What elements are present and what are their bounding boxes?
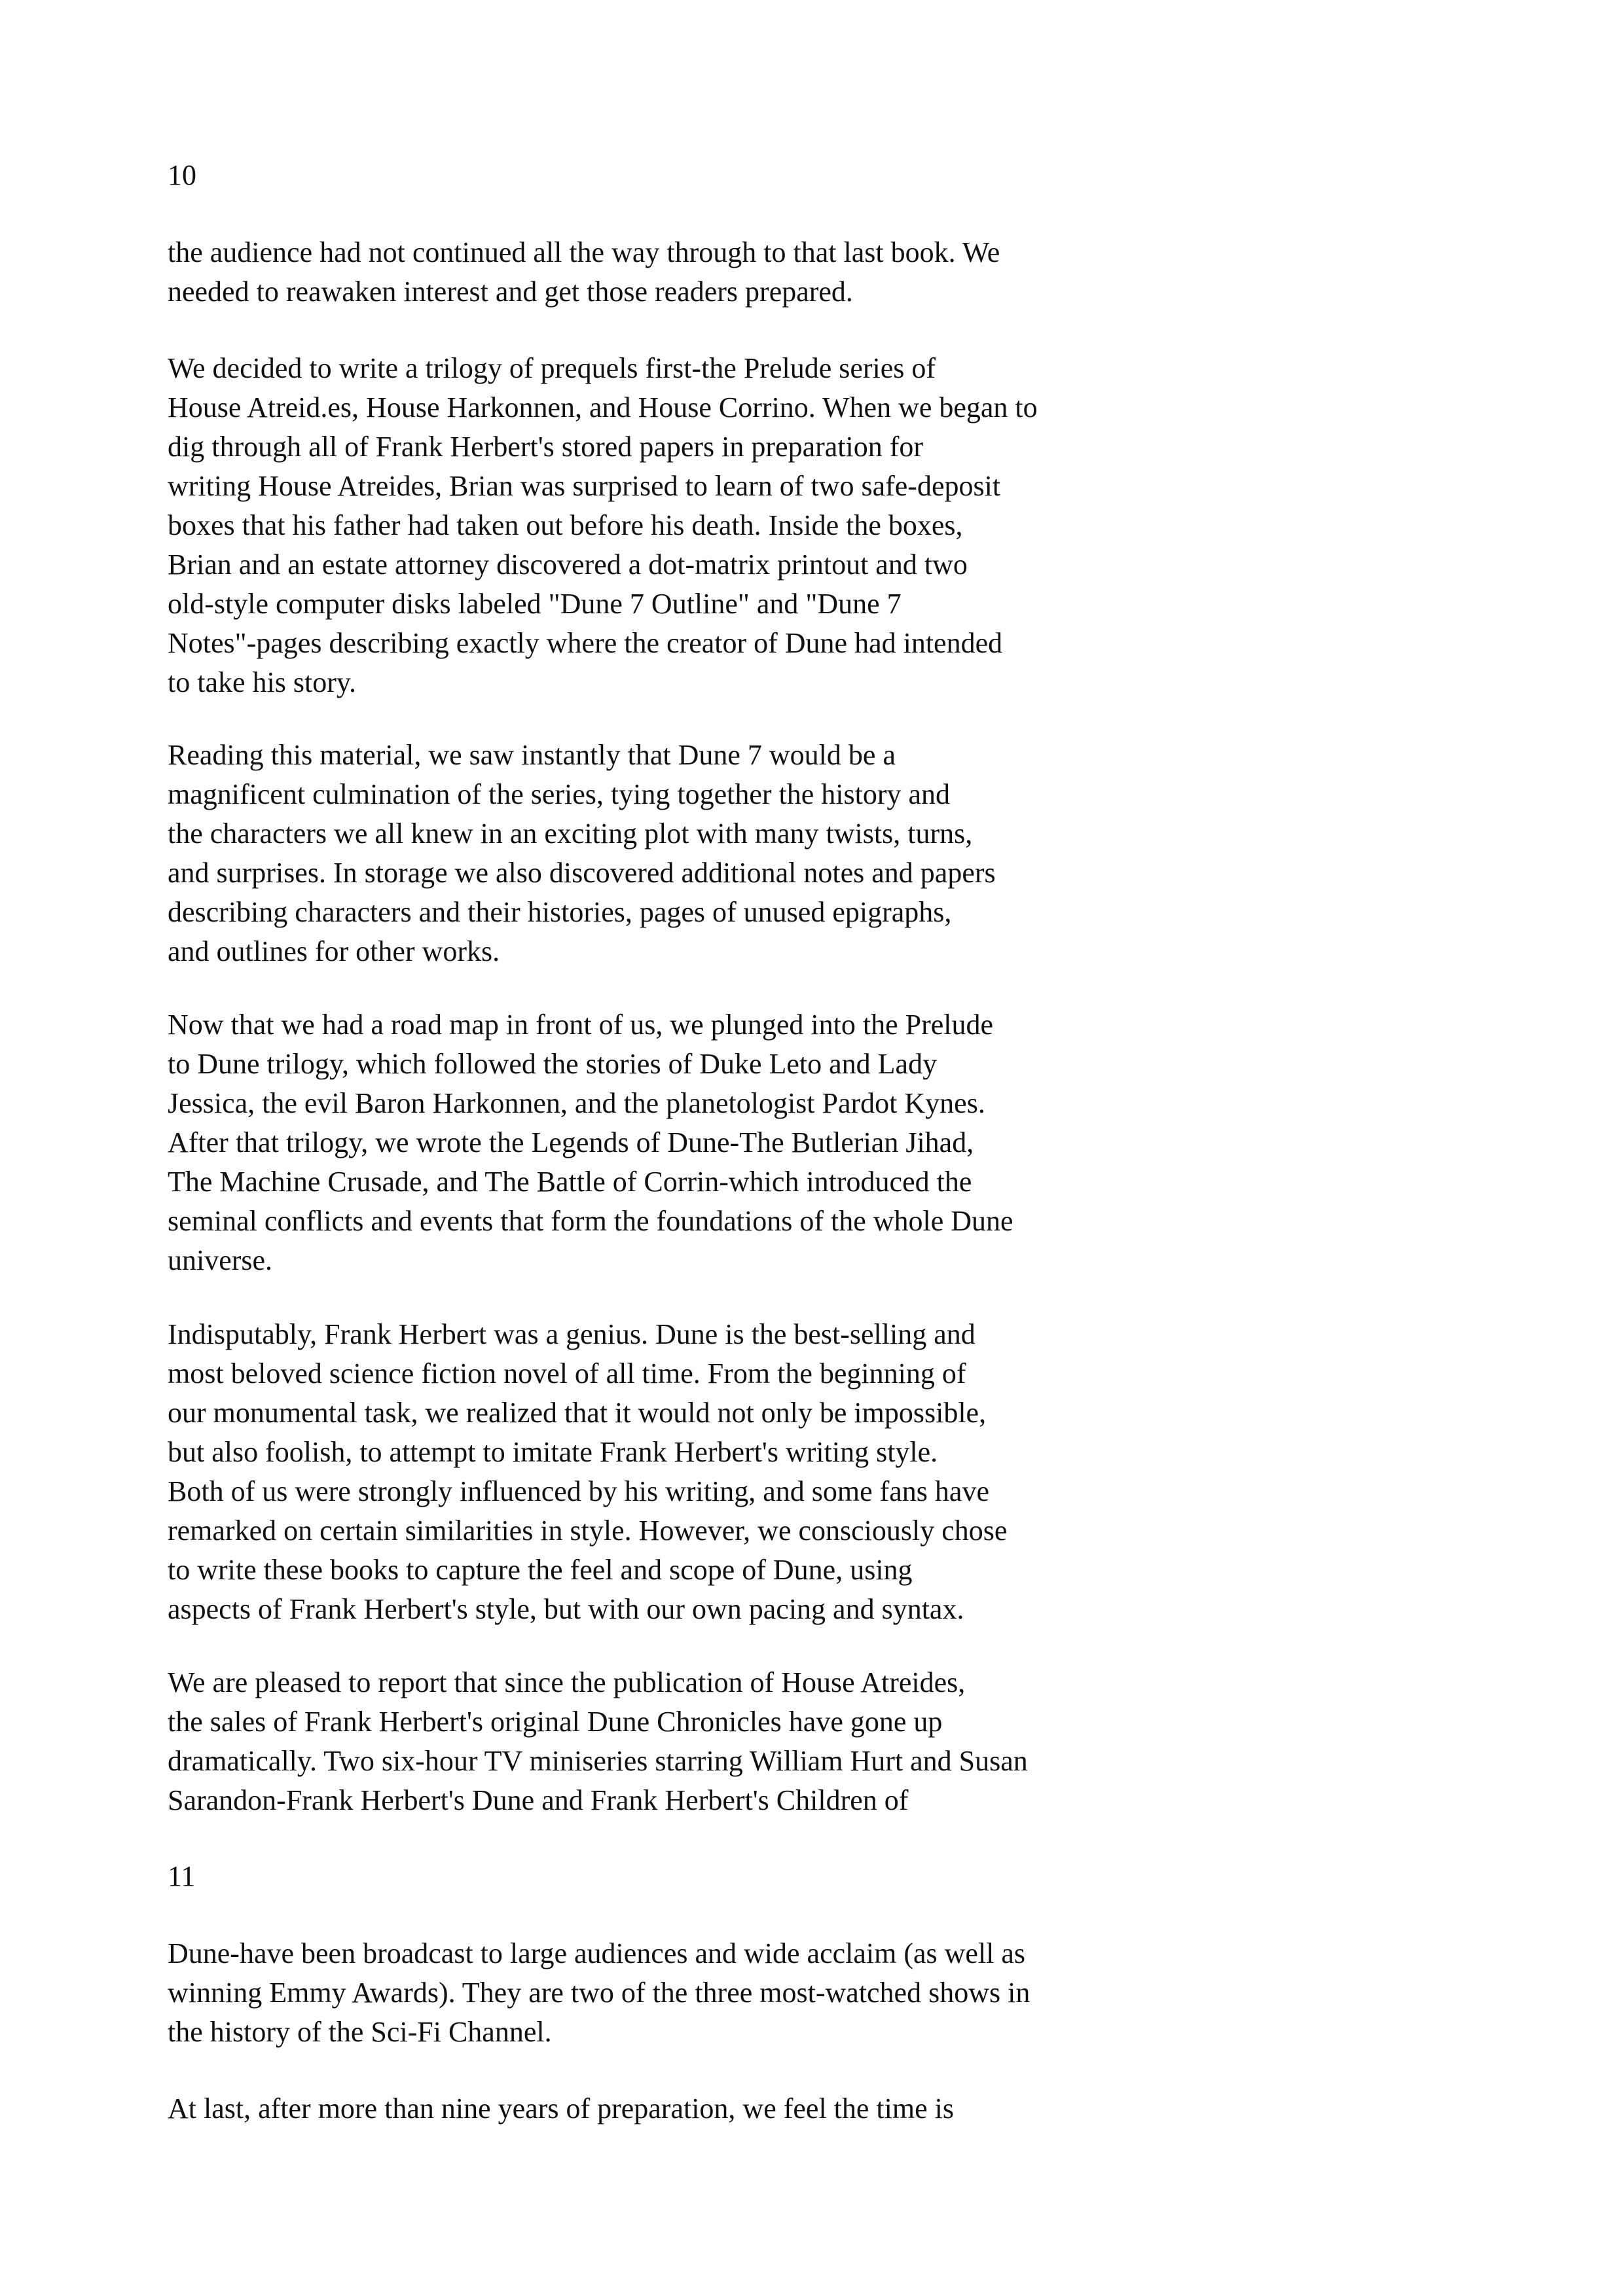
text-line: dig through all of Frank Herbert's stored papers in preparation for	[168, 431, 924, 463]
text-line: magnificent culmination of the series, tying together the history and	[168, 778, 951, 810]
text-line: and surprises. In storage we also discovered additional notes and papers	[168, 857, 996, 889]
text-line: seminal conflicts and events that form the foundations of the whole Dune	[168, 1205, 1013, 1237]
paragraph	[168, 1315, 1412, 1629]
page-number: 11	[168, 1860, 196, 1892]
paragraph	[168, 736, 1412, 971]
text-line: Indisputably, Frank Herbert was a genius. Dune is the best-selling and	[168, 1318, 976, 1350]
page-number: 10	[168, 159, 196, 191]
text-line: winning Emmy Awards). They are two of the three most-watched shows in	[168, 1977, 1030, 2009]
text-line: We are pleased to report that since the publication of House Atreides,	[168, 1666, 966, 1698]
text-line: Sarandon-Frank Herbert's Dune and Frank Herbert's Children of	[168, 1784, 909, 1816]
text-line: to write these books to capture the feel and scope of Dune, using	[168, 1554, 913, 1586]
text-line: to Dune trilogy, which followed the stories of Duke Leto and Lady	[168, 1048, 938, 1080]
text-line: At last, after more than nine years of preparation, we feel the time is	[168, 2092, 954, 2125]
text-line: describing characters and their histories, pages of unused epigraphs,	[168, 896, 952, 928]
text-line: but also foolish, to attempt to imitate Frank Herbert's writing style.	[168, 1436, 938, 1468]
text-line: Both of us were strongly influenced by his writing, and some fans have	[168, 1475, 989, 1507]
paragraph	[168, 349, 1412, 702]
text-line: Now that we had a road map in front of us, we plunged into the Prelude	[168, 1009, 994, 1041]
paragraph	[168, 2089, 1412, 2128]
paragraph	[168, 233, 1412, 312]
text-line: and outlines for other works.	[168, 935, 500, 967]
text-line: dramatically. Two six-hour TV miniseries starring William Hurt and Susan	[168, 1745, 1028, 1777]
text-line: Reading this material, we saw instantly that Dune 7 would be a	[168, 739, 896, 771]
text-line: The Machine Crusade, and The Battle of Corrin-which introduced the	[168, 1166, 972, 1198]
text-line: our monumental task, we realized that it would not only be impossible,	[168, 1397, 987, 1429]
paragraph	[168, 1663, 1412, 1820]
text-line: the sales of Frank Herbert's original Dune Chronicles have gone up	[168, 1706, 943, 1738]
text-line: boxes that his father had taken out before his death. Inside the boxes,	[168, 509, 963, 541]
text-line: After that trilogy, we wrote the Legends of Dune-The Butlerian Jihad,	[168, 1126, 974, 1158]
text-line: Jessica, the evil Baron Harkonnen, and the planetologist Pardot Kynes.	[168, 1087, 985, 1119]
text-line: Brian and an estate attorney discovered a dot-matrix printout and two	[168, 548, 968, 581]
text-line: House Atreid.es, House Harkonnen, and House Corrino. When we began to	[168, 391, 1038, 423]
text-line: We decided to write a trilogy of prequels first-the Prelude series of	[168, 352, 936, 384]
text-line: Notes"-pages describing exactly where the creator of Dune had intended	[168, 627, 1003, 659]
text-line: aspects of Frank Herbert's style, but with our own pacing and syntax.	[168, 1593, 964, 1625]
text-line: Dune-have been broadcast to large audiences and wide acclaim (as well as	[168, 1937, 1026, 1969]
text-line: to take his story.	[168, 666, 356, 698]
text-line: the history of the Sci-Fi Channel.	[168, 2016, 552, 2048]
text-line: needed to reawaken interest and get those readers prepared.	[168, 276, 853, 308]
text-line: writing House Atreides, Brian was surprised to learn of two safe-deposit	[168, 470, 1001, 502]
text-line: remarked on certain similarities in style. However, we consciously chose	[168, 1515, 1008, 1547]
text-line: old-style computer disks labeled "Dune 7 Outline" and "Dune 7	[168, 588, 902, 620]
text-line: the audience had not continued all the way through to that last book. We	[168, 236, 1000, 268]
paragraph	[168, 1005, 1412, 1280]
text-line: universe.	[168, 1244, 273, 1276]
text-line: the characters we all knew in an exciting plot with many twists, turns,	[168, 817, 973, 850]
paragraph	[168, 1934, 1412, 2052]
text-line: most beloved science fiction novel of all time. From the beginning of	[168, 1357, 966, 1390]
